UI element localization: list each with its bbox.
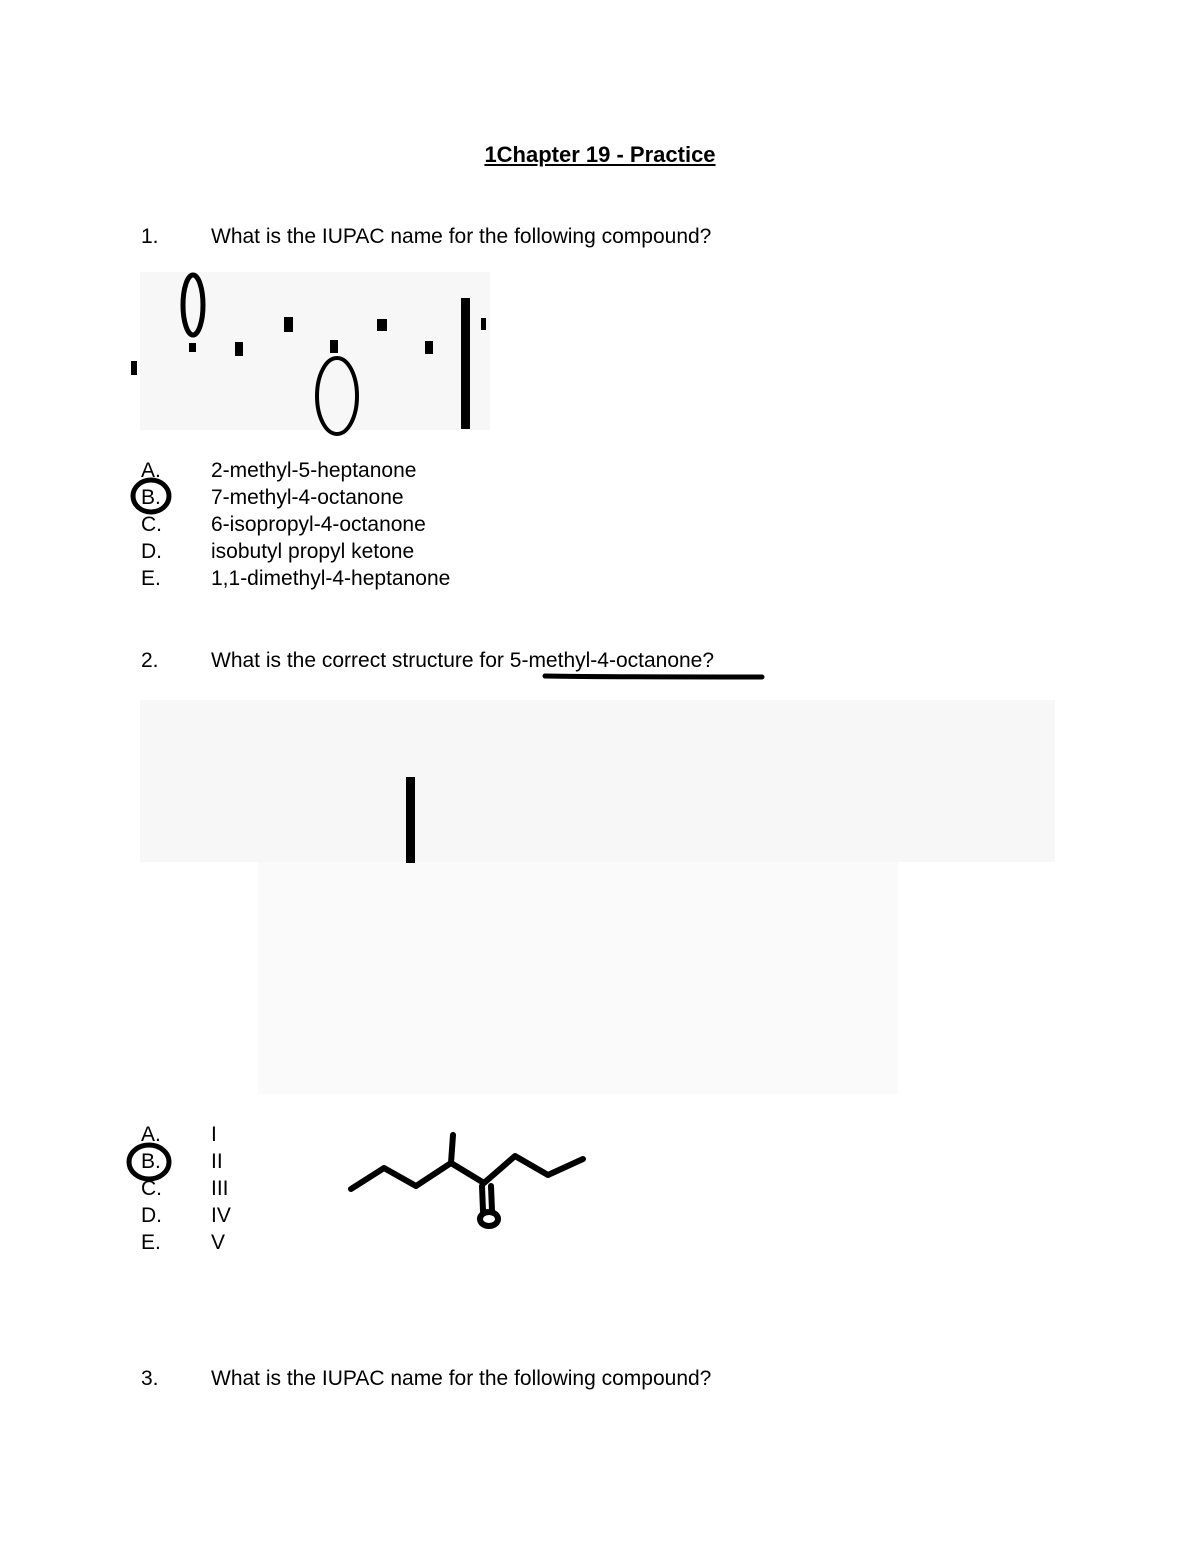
question-3-number: 3.	[141, 1367, 159, 1390]
question-1-option-c-text: 6-isopropyl-4-octanone	[211, 513, 426, 536]
question-2-option-a-letter: A.	[141, 1123, 161, 1146]
question-2-option-b-text: II	[211, 1150, 223, 1173]
question-2-option-c-letter: C.	[141, 1177, 162, 1200]
question-2-option-d-text: IV	[211, 1204, 231, 1227]
question-1-option-c-letter: C.	[141, 513, 162, 536]
question-1-option-d-text: isobutyl propyl ketone	[211, 540, 415, 563]
page-title: 1Chapter 19 - Practice	[484, 142, 716, 167]
question-2-option-e-letter: E.	[141, 1231, 161, 1254]
question-1-option-e-text: 1,1-dimethyl-4-heptanone	[211, 567, 451, 590]
question-1-option-a-letter: A.	[141, 459, 161, 482]
question-2-text-before: What is the correct structure for	[211, 649, 510, 672]
question-1-option-d-letter: D.	[141, 540, 162, 563]
handwritten-oxygen	[480, 1212, 498, 1226]
question-1-option-b-text: 7-methyl-4-octanone	[211, 486, 404, 509]
question-2-text-after: ?	[702, 649, 715, 672]
question-2-option-a-text: I	[211, 1123, 217, 1146]
question-2-option-e-text: V	[211, 1231, 226, 1254]
question-2-option-b-letter: B.	[141, 1150, 161, 1173]
question-1-text: What is the IUPAC name for the following compound?	[211, 225, 712, 248]
question-2-option-c-text: III	[211, 1177, 229, 1200]
question-1-option-b-letter: B.	[141, 486, 161, 509]
question-2-number: 2.	[141, 649, 159, 672]
question-3-text: What is the IUPAC name for the following compound?	[211, 1367, 712, 1390]
question-1-number: 1.	[141, 225, 159, 248]
question-2-compound-name: 5-methyl-4-octanone	[509, 649, 703, 672]
question-1-option-e-letter: E.	[141, 567, 161, 590]
question-1-option-a-text: 2-methyl-5-heptanone	[211, 459, 417, 482]
question-2-option-d-letter: D.	[141, 1204, 162, 1227]
